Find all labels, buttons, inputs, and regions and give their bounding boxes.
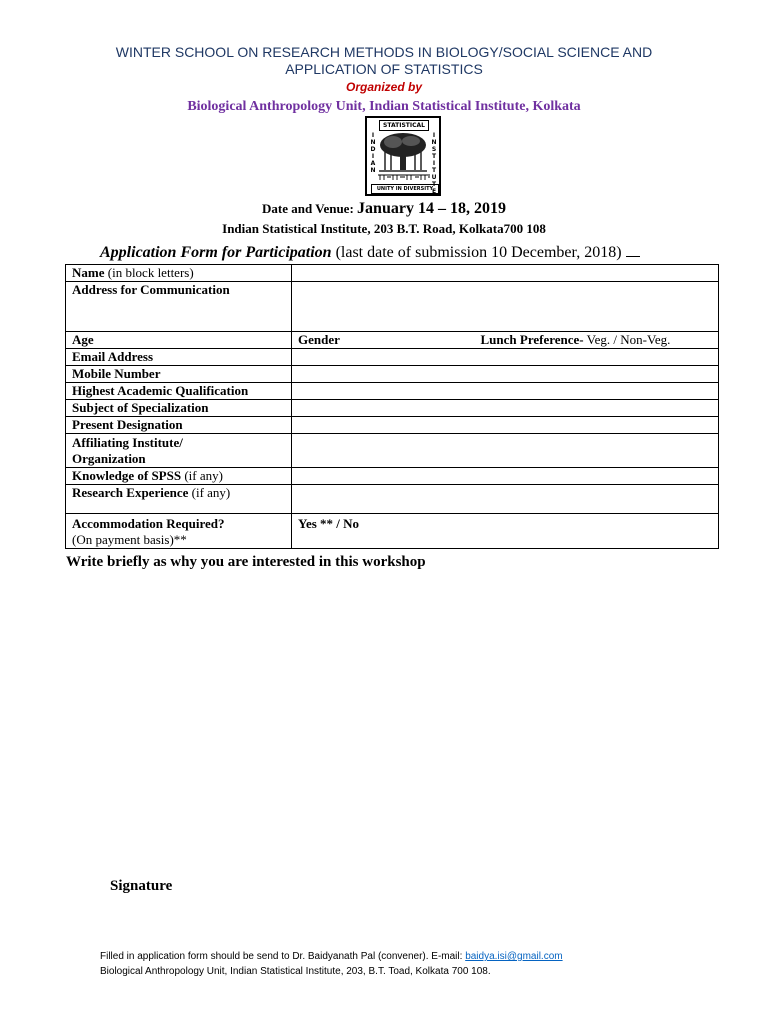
name-label-cell (66, 265, 292, 282)
form-row-name (66, 265, 719, 282)
logo-letter: I (371, 153, 375, 160)
address-label: Address for Communication (66, 282, 292, 332)
accommodation-note: (On payment basis)** (72, 532, 187, 547)
accommodation-options[interactable]: Yes ** / No (292, 514, 719, 549)
logo-letter: E (431, 188, 437, 195)
research-note: (if any) (191, 485, 231, 500)
mobile-input-cell[interactable] (292, 366, 719, 383)
form-heading-title: Application Form for Participation (100, 244, 332, 261)
form-row-age-gender-lunch (66, 332, 719, 349)
mobile-label: Mobile Number (66, 366, 292, 383)
form-row-accommodation (66, 514, 719, 549)
form-row-subject (66, 400, 719, 417)
research-input-cell[interactable] (292, 485, 719, 514)
qualification-input-cell[interactable] (292, 383, 719, 400)
logo-letter: N (370, 167, 376, 174)
logo-letter: I (432, 132, 436, 139)
form-heading (100, 244, 640, 262)
form-row-research (66, 485, 719, 514)
name-label: Name (72, 265, 105, 280)
logo-letter: I (371, 132, 375, 139)
accommodation-label: Accommodation Required? (72, 516, 225, 531)
name-input-cell[interactable] (292, 265, 719, 282)
logo-letter: S (431, 146, 437, 153)
form-row-mobile (66, 366, 719, 383)
form-row-designation (66, 417, 719, 434)
footer-line2: Biological Anthropology Unit, Indian Statistical Institute, 203, B.T. Toad, Kolkata 700 108. (100, 966, 491, 977)
logo-letter: A (370, 160, 376, 167)
lunch-options[interactable]: Veg. / Non-Veg. (586, 332, 671, 347)
interest-prompt: Write briefly as why you are interested in this workshop (66, 554, 426, 570)
logo-letter: N (370, 139, 376, 146)
form-row-institute (66, 434, 719, 468)
designation-input-cell[interactable] (292, 417, 719, 434)
logo-letter: D (370, 146, 376, 153)
footer-line1 (100, 951, 563, 962)
hindi-motto-icon (377, 174, 431, 181)
institute-label-line1: Affiliating Institute/ (72, 435, 183, 450)
logo-top-text: STATISTICAL (379, 120, 429, 131)
spss-label-cell (66, 468, 292, 485)
institute-label-line2: Organization (72, 451, 146, 466)
logo-letter: I (432, 160, 436, 167)
spss-note: (if any) (184, 468, 223, 483)
gender-label: Gender (292, 332, 451, 349)
spss-input-cell[interactable] (292, 468, 719, 485)
logo-letter: T (431, 167, 437, 174)
name-note: (in block letters) (107, 265, 194, 280)
logo-letter: T (431, 153, 437, 160)
lunch-preference-cell[interactable] (451, 332, 719, 349)
banyan-tree-icon (379, 132, 427, 172)
event-title-line2: APPLICATION OF STATISTICS (285, 61, 483, 77)
designation-label: Present Designation (66, 417, 292, 434)
date-value: January 14 – 18, 2019 (357, 200, 506, 217)
isi-logo (365, 116, 441, 196)
form-row-qualification (66, 383, 719, 400)
event-title-line1: WINTER SCHOOL ON RESEARCH METHODS IN BIOLOGY/SOCIAL SCIENCE AND (115, 44, 653, 60)
footer-instruction: Filled in application form should be send to Dr. Baidyanath Pal (convener). E-mail: (100, 951, 466, 962)
research-label-cell (66, 485, 292, 514)
accommodation-label-cell (66, 514, 292, 549)
logo-letter: N (431, 139, 437, 146)
logo-bottom-text: UNITY IN DIVERSITY (371, 184, 439, 194)
form-row-email (66, 349, 719, 366)
date-label: Date and Venue: (262, 201, 354, 216)
qualification-label: Highest Academic Qualification (66, 383, 292, 400)
organized-by: Organized by (345, 80, 422, 94)
research-label: Research Experience (72, 485, 189, 500)
lunch-label: Lunch Preference- (480, 332, 584, 347)
institute-input-cell[interactable] (292, 434, 719, 468)
application-form-table (65, 264, 719, 549)
logo-letter: T (431, 181, 437, 188)
subject-input-cell[interactable] (292, 400, 719, 417)
logo-letter: U (431, 174, 437, 181)
institute-label-cell (66, 434, 292, 468)
logo-left-letters (369, 132, 377, 174)
date-line (0, 200, 768, 218)
signature-label: Signature (110, 878, 173, 894)
form-deadline: (last date of submission 10 December, 2018) (335, 244, 622, 261)
convener-email-link[interactable]: baidya.isi@gmail.com (465, 951, 563, 962)
form-row-address (66, 282, 719, 332)
spss-label: Knowledge of SPSS (72, 468, 182, 483)
organizer-unit: Biological Anthropology Unit, Indian Statistical Institute, Kolkata (187, 99, 581, 114)
venue-line: Indian Statistical Institute, 203 B.T. Road, Kolkata700 108 (222, 221, 546, 236)
heading-underline (626, 244, 640, 257)
address-input-cell[interactable] (292, 282, 719, 332)
form-row-spss (66, 468, 719, 485)
age-label: Age (66, 332, 292, 349)
subject-label: Subject of Specialization (66, 400, 292, 417)
email-input-cell[interactable] (292, 349, 719, 366)
email-label: Email Address (66, 349, 292, 366)
